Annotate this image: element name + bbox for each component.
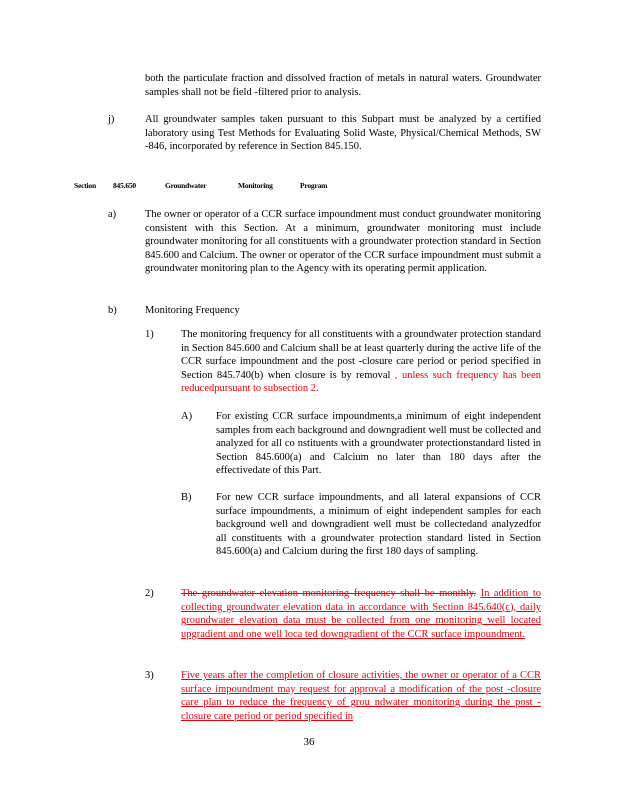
item-b3-label: 3) bbox=[145, 670, 154, 681]
item-b2-label: 2) bbox=[145, 588, 154, 599]
item-b1B-label: B) bbox=[181, 492, 192, 503]
subsection-b-title: Monitoring Frequency bbox=[145, 305, 240, 316]
section-label: Section bbox=[74, 181, 96, 190]
subsection-b-label: b) bbox=[108, 305, 117, 316]
section-title-word-2: Monitoring bbox=[238, 181, 273, 190]
item-b1A-text: For existing CCR surface impoundments,a minimum of eight independent samples from each background and downgradient well must be collected and analyzed for all co nstituents with a groundwater protectionstandard listed in Section 845.600(a) and Calcium no later than 180 days after the effectivedate of this Part. bbox=[216, 411, 541, 477]
subsection-a-label: a) bbox=[108, 209, 117, 220]
continuation-paragraph: both the particulate fraction and dissolved fraction of metals in natural waters. Groundwater samples shall not be field -filtered prior to analysis. bbox=[145, 73, 541, 98]
item-b3-text: Five years after the completion of closure activities, the owner or operator of a CCR surface impoundment may request for approval a modification of the post -closure care plan to reduce the frequency of grou ndwater monitoring during the post -closure care period or period specified in bbox=[181, 670, 541, 722]
subsection-a-text: The owner or operator of a CCR surface impoundment must conduct groundwater monitoring consistent with this Section. At a minimum, groundwater monitoring must include groundwater monitoring for all constituents with a groundwater protection standard in Section 845.600 and Calcium. The owner or operator of the CCR surface impoundment must submit a groundwater monitoring plan to the Agency with its operating permit application. bbox=[145, 209, 541, 275]
section-title-word-1: Groundwater bbox=[165, 181, 207, 190]
item-b1-text bbox=[181, 328, 541, 396]
section-title-word-3: Program bbox=[300, 181, 328, 190]
section-number: 845.650 bbox=[113, 181, 136, 190]
item-b2-text bbox=[181, 587, 541, 641]
item-b1-insertion: , unless such frequency has been reducedpursuant to subsection 2. bbox=[181, 369, 541, 395]
item-b2-insertion: In addition to collecting groundwater elevation data in accordance with Section 845.640(c), daily groundwater elevation data must be collected from one monitoring well located upgradient and one well loca ted downgradient of the CCR surface impoundment. bbox=[181, 588, 541, 640]
item-b1A-label: A) bbox=[181, 411, 193, 422]
page-number: 36 bbox=[303, 736, 315, 748]
item-j-text: All groundwater samples taken pursuant to this Subpart must be analyzed by a certified laboratory using Test Methods for Evaluating Solid Waste, Physical/Chemical Methods, SW -846, incorporated by reference in Section 845.150. bbox=[145, 114, 541, 153]
item-b1-original: The monitoring frequency for all constituents with a groundwater protection standard in Section 845.600 and Calcium shall be at least quarterly during the active life of the CCR surface impoundment and the post -closure care period or period specified in Section 845.740(b) when closure is by removal bbox=[181, 329, 541, 381]
item-b1-label: 1) bbox=[145, 329, 154, 340]
item-b2-deletion: The groundwater elevation monitoring frequency shall be monthly. bbox=[181, 588, 477, 599]
item-b1B-text: For new CCR surface impoundments, and all lateral expansions of CCR surface impoundments, a minimum of eight independent samples for each background well and downgradient well must be collectedand analyzedfor all constituents with a groundwater protection standard listed in Section 845.600(a) and Calcium during the first 180 days of sampling. bbox=[216, 492, 541, 558]
item-j-label: j) bbox=[108, 114, 115, 125]
